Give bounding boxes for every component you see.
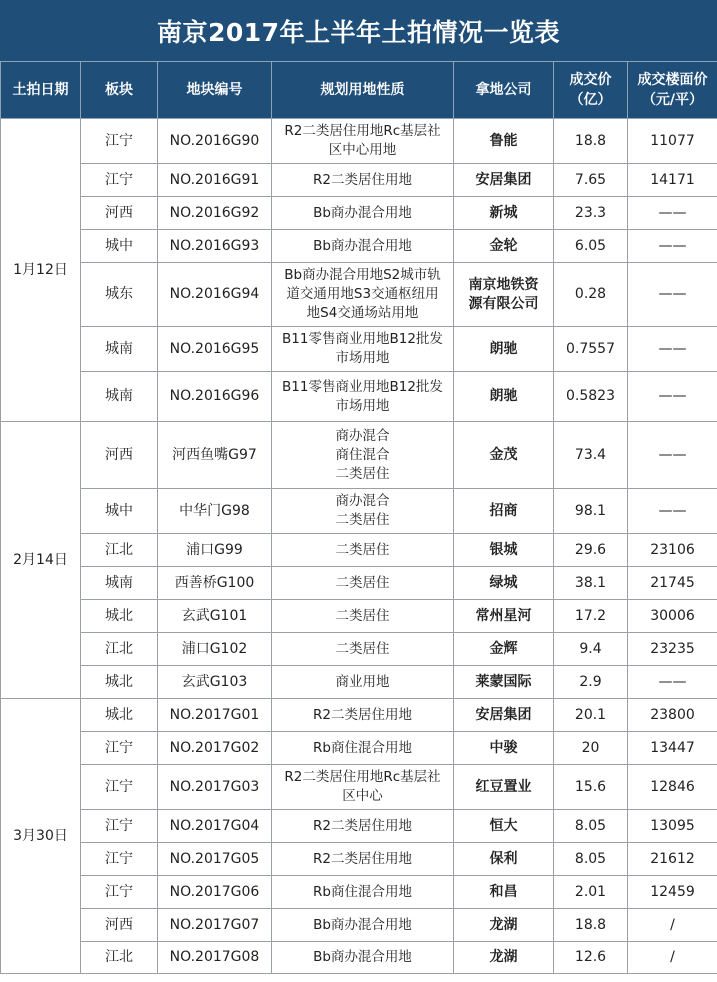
land-use-cell-line: 二类居住 bbox=[335, 607, 390, 624]
table-row bbox=[1, 489, 717, 534]
table-row bbox=[1, 119, 717, 164]
land-use-cell-line: 区中心 bbox=[342, 788, 383, 804]
buyer-cell-line: 新城 bbox=[489, 204, 518, 221]
floor-price-cell: / bbox=[628, 909, 717, 942]
floor-price-cell: —— bbox=[628, 230, 717, 263]
buyer-cell bbox=[454, 567, 554, 600]
floor-price-cell: 13447 bbox=[628, 732, 717, 765]
plot-number-cell: NO.2016G96 bbox=[158, 372, 272, 422]
land-use-cell bbox=[272, 119, 454, 164]
land-use-cell-line: 商办混合 bbox=[335, 493, 390, 509]
land-use-cell-line: 地S4交通场站用地 bbox=[306, 305, 419, 321]
table-row bbox=[1, 197, 717, 230]
land-use-cell-line: R2二类居住用地Rc基层社 bbox=[284, 123, 441, 139]
floor-price-cell: 14171 bbox=[628, 164, 717, 197]
land-use-cell-line: 商住混合 bbox=[335, 446, 390, 463]
buyer-cell bbox=[454, 534, 554, 567]
price-cell: 98.1 bbox=[554, 489, 628, 534]
table-row bbox=[1, 909, 717, 942]
district-cell: 江北 bbox=[81, 534, 158, 567]
district-cell: 城东 bbox=[81, 263, 158, 327]
price-cell: 2.01 bbox=[554, 876, 628, 909]
buyer-cell-line: 南京地铁资 bbox=[468, 276, 539, 293]
header-price bbox=[554, 62, 628, 119]
plot-number-cell: 河西鱼嘴G97 bbox=[158, 422, 272, 489]
land-use-cell bbox=[272, 876, 454, 909]
table-row bbox=[1, 732, 717, 765]
buyer-cell bbox=[454, 372, 554, 422]
buyer-cell-line: 朗驰 bbox=[489, 388, 518, 404]
header-floor-price bbox=[628, 62, 717, 119]
table-row bbox=[1, 263, 717, 327]
price-cell: 8.05 bbox=[554, 810, 628, 843]
district-cell: 河西 bbox=[81, 909, 158, 942]
floor-price-cell: —— bbox=[628, 666, 717, 699]
land-use-cell-line: 二类居住 bbox=[335, 512, 390, 528]
price-cell: 7.65 bbox=[554, 164, 628, 197]
land-use-cell-line: R2二类居住用地 bbox=[313, 817, 412, 834]
buyer-cell-line: 中骏 bbox=[489, 739, 518, 756]
land-use-cell-line: 道交通用地S3交通枢纽用 bbox=[286, 286, 439, 302]
land-use-cell-line: R2二类居住用地 bbox=[313, 850, 412, 867]
land-use-cell bbox=[272, 732, 454, 765]
price-cell: 20.1 bbox=[554, 699, 628, 732]
land-use-cell bbox=[272, 197, 454, 230]
land-use-cell-line: 区中心用地 bbox=[328, 142, 397, 158]
district-cell: 城南 bbox=[81, 372, 158, 422]
district-cell: 江宁 bbox=[81, 810, 158, 843]
buyer-cell-line: 保利 bbox=[489, 850, 518, 867]
plot-number-cell: 浦口G102 bbox=[158, 633, 272, 666]
district-cell: 江宁 bbox=[81, 876, 158, 909]
price-cell: 0.28 bbox=[554, 263, 628, 327]
buyer-cell bbox=[454, 699, 554, 732]
land-use-cell bbox=[272, 942, 454, 974]
land-use-cell-line: B11零售商业用地B12批发 bbox=[282, 331, 443, 347]
table-row bbox=[1, 422, 717, 489]
buyer-cell-line: 恒大 bbox=[489, 817, 518, 834]
buyer-cell bbox=[454, 942, 554, 974]
price-cell: 8.05 bbox=[554, 843, 628, 876]
land-use-cell-line: R2二类居住用地 bbox=[313, 171, 412, 188]
table-row bbox=[1, 633, 717, 666]
land-use-cell bbox=[272, 489, 454, 534]
buyer-cell bbox=[454, 876, 554, 909]
buyer-cell bbox=[454, 164, 554, 197]
auction-date-cell: 3月30日 bbox=[1, 699, 81, 974]
floor-price-cell: —— bbox=[628, 263, 717, 327]
land-use-cell bbox=[272, 666, 454, 699]
buyer-cell bbox=[454, 263, 554, 327]
price-cell: 23.3 bbox=[554, 197, 628, 230]
header-buyer: 拿地公司 bbox=[454, 62, 554, 119]
land-use-cell bbox=[272, 843, 454, 876]
buyer-cell-line: 鲁能 bbox=[489, 132, 518, 149]
land-use-cell bbox=[272, 327, 454, 372]
land-use-cell bbox=[272, 909, 454, 942]
buyer-cell-line: 常州星河 bbox=[475, 607, 532, 624]
floor-price-cell: 12846 bbox=[628, 765, 717, 810]
district-cell: 河西 bbox=[81, 422, 158, 489]
buyer-cell bbox=[454, 119, 554, 164]
price-cell: 38.1 bbox=[554, 567, 628, 600]
table-body bbox=[1, 119, 717, 974]
table-row bbox=[1, 230, 717, 263]
district-cell: 江宁 bbox=[81, 765, 158, 810]
land-use-cell-line: 二类居住 bbox=[335, 640, 390, 657]
price-cell: 6.05 bbox=[554, 230, 628, 263]
plot-number-cell: NO.2017G03 bbox=[158, 765, 272, 810]
plot-number-cell: NO.2016G95 bbox=[158, 327, 272, 372]
district-cell: 江宁 bbox=[81, 164, 158, 197]
price-cell: 29.6 bbox=[554, 534, 628, 567]
plot-number-cell: NO.2016G92 bbox=[158, 197, 272, 230]
table-row bbox=[1, 699, 717, 732]
buyer-cell bbox=[454, 843, 554, 876]
buyer-cell-line: 朗驰 bbox=[489, 340, 518, 357]
price-cell: 0.7557 bbox=[554, 327, 628, 372]
buyer-cell bbox=[454, 810, 554, 843]
header-price-line1: 成交价 bbox=[569, 72, 612, 88]
header-auction-date: 土拍日期 bbox=[1, 62, 81, 119]
district-cell: 江宁 bbox=[81, 119, 158, 164]
floor-price-cell: 30006 bbox=[628, 600, 717, 633]
plot-number-cell: NO.2017G01 bbox=[158, 699, 272, 732]
buyer-cell-line: 安居集团 bbox=[475, 171, 532, 188]
plot-number-cell: 浦口G99 bbox=[158, 534, 272, 567]
header-district: 板块 bbox=[81, 62, 158, 119]
land-use-cell-line: 商业用地 bbox=[335, 673, 390, 690]
header-price-line2: （亿） bbox=[569, 92, 612, 108]
floor-price-cell: —— bbox=[628, 327, 717, 372]
auction-date-cell: 1月12日 bbox=[1, 119, 81, 422]
price-cell: 20 bbox=[554, 732, 628, 765]
price-cell: 17.2 bbox=[554, 600, 628, 633]
district-cell: 城北 bbox=[81, 666, 158, 699]
buyer-cell bbox=[454, 765, 554, 810]
district-cell: 城中 bbox=[81, 230, 158, 263]
district-cell: 江宁 bbox=[81, 732, 158, 765]
plot-number-cell: NO.2016G93 bbox=[158, 230, 272, 263]
header-floor-price-line1: 成交楼面价 bbox=[637, 72, 708, 88]
price-cell: 9.4 bbox=[554, 633, 628, 666]
land-use-cell-line: 二类居住 bbox=[335, 541, 390, 558]
plot-number-cell: NO.2017G05 bbox=[158, 843, 272, 876]
land-use-cell-line: 市场用地 bbox=[335, 397, 390, 414]
header-row bbox=[1, 62, 717, 119]
table-row bbox=[1, 942, 717, 974]
table-row bbox=[1, 843, 717, 876]
buyer-cell-line: 龙湖 bbox=[489, 949, 518, 965]
land-auction-table bbox=[0, 61, 717, 974]
buyer-cell-line: 和昌 bbox=[489, 883, 518, 900]
buyer-cell-line: 金轮 bbox=[489, 237, 518, 254]
land-use-cell-line: 市场用地 bbox=[335, 350, 390, 366]
floor-price-cell: 23800 bbox=[628, 699, 717, 732]
land-use-cell-line: Bb商办混合用地 bbox=[313, 204, 412, 221]
buyer-cell-line: 绿城 bbox=[489, 574, 518, 591]
price-cell: 18.8 bbox=[554, 909, 628, 942]
land-use-cell bbox=[272, 810, 454, 843]
table-row bbox=[1, 567, 717, 600]
plot-number-cell: NO.2017G04 bbox=[158, 810, 272, 843]
land-use-cell-line: 商办混合 bbox=[335, 427, 390, 444]
price-cell: 2.9 bbox=[554, 666, 628, 699]
plot-number-cell: NO.2016G91 bbox=[158, 164, 272, 197]
district-cell: 江宁 bbox=[81, 843, 158, 876]
floor-price-cell: 13095 bbox=[628, 810, 717, 843]
buyer-cell bbox=[454, 422, 554, 489]
auction-date-cell: 2月14日 bbox=[1, 422, 81, 699]
district-cell: 城北 bbox=[81, 600, 158, 633]
land-use-cell-line: Bb商办混合用地 bbox=[313, 237, 412, 254]
floor-price-cell: 12459 bbox=[628, 876, 717, 909]
plot-number-cell: 玄武G101 bbox=[158, 600, 272, 633]
buyer-cell-line: 龙湖 bbox=[489, 916, 518, 933]
buyer-cell-line: 源有限公司 bbox=[468, 295, 539, 312]
table-row bbox=[1, 164, 717, 197]
land-use-cell-line: B11零售商业用地B12批发 bbox=[282, 378, 443, 395]
sheet-title: 南京2017年上半年土拍情况一览表 bbox=[0, 0, 717, 61]
buyer-cell bbox=[454, 732, 554, 765]
district-cell: 江北 bbox=[81, 942, 158, 974]
buyer-cell-line: 莱蒙国际 bbox=[475, 673, 532, 690]
price-cell: 12.6 bbox=[554, 942, 628, 974]
land-use-cell bbox=[272, 422, 454, 489]
land-use-cell bbox=[272, 567, 454, 600]
land-use-cell bbox=[272, 263, 454, 327]
plot-number-cell: NO.2016G94 bbox=[158, 263, 272, 327]
plot-number-cell: NO.2016G90 bbox=[158, 119, 272, 164]
buyer-cell bbox=[454, 633, 554, 666]
land-use-cell-line: 二类居住 bbox=[335, 465, 390, 482]
buyer-cell-line: 金茂 bbox=[489, 446, 518, 463]
floor-price-cell: —— bbox=[628, 422, 717, 489]
floor-price-cell: 21745 bbox=[628, 567, 717, 600]
land-use-cell bbox=[272, 372, 454, 422]
buyer-cell bbox=[454, 327, 554, 372]
buyer-cell-line: 银城 bbox=[489, 541, 518, 558]
floor-price-cell: 11077 bbox=[628, 119, 717, 164]
district-cell: 城中 bbox=[81, 489, 158, 534]
land-use-cell-line: R2二类居住用地Rc基层社 bbox=[284, 769, 441, 785]
floor-price-cell: —— bbox=[628, 197, 717, 230]
plot-number-cell: NO.2017G06 bbox=[158, 876, 272, 909]
plot-number-cell: 西善桥G100 bbox=[158, 567, 272, 600]
buyer-cell bbox=[454, 197, 554, 230]
land-use-cell bbox=[272, 164, 454, 197]
land-use-cell-line: R2二类居住用地 bbox=[313, 706, 412, 723]
floor-price-cell: —— bbox=[628, 489, 717, 534]
table-row bbox=[1, 534, 717, 567]
header-land-use: 规划用地性质 bbox=[272, 62, 454, 119]
floor-price-cell: 23106 bbox=[628, 534, 717, 567]
district-cell: 河西 bbox=[81, 197, 158, 230]
land-use-cell bbox=[272, 600, 454, 633]
buyer-cell bbox=[454, 600, 554, 633]
buyer-cell-line: 红豆置业 bbox=[475, 778, 532, 795]
land-use-cell-line: Rb商住混合用地 bbox=[313, 883, 412, 900]
floor-price-cell: —— bbox=[628, 372, 717, 422]
plot-number-cell: 中华门G98 bbox=[158, 489, 272, 534]
table-row bbox=[1, 600, 717, 633]
land-use-cell bbox=[272, 633, 454, 666]
land-use-cell bbox=[272, 765, 454, 810]
table-row bbox=[1, 372, 717, 422]
land-use-cell-line: 二类居住 bbox=[335, 574, 390, 591]
table-row bbox=[1, 327, 717, 372]
buyer-cell-line: 安居集团 bbox=[475, 706, 532, 723]
price-cell: 0.5823 bbox=[554, 372, 628, 422]
plot-number-cell: NO.2017G07 bbox=[158, 909, 272, 942]
price-cell: 18.8 bbox=[554, 119, 628, 164]
buyer-cell bbox=[454, 230, 554, 263]
land-use-cell bbox=[272, 230, 454, 263]
table-row bbox=[1, 810, 717, 843]
floor-price-cell: / bbox=[628, 942, 717, 974]
header-floor-price-line2: （元/平） bbox=[641, 92, 704, 108]
land-use-cell-line: Bb商办混合用地S2城市轨 bbox=[284, 267, 441, 283]
district-cell: 江北 bbox=[81, 633, 158, 666]
price-cell: 73.4 bbox=[554, 422, 628, 489]
floor-price-cell: 23235 bbox=[628, 633, 717, 666]
land-use-cell-line: Bb商办混合用地 bbox=[313, 916, 412, 933]
district-cell: 城南 bbox=[81, 567, 158, 600]
price-cell: 15.6 bbox=[554, 765, 628, 810]
table-row bbox=[1, 666, 717, 699]
district-cell: 城北 bbox=[81, 699, 158, 732]
buyer-cell-line: 金辉 bbox=[489, 640, 518, 657]
table-row bbox=[1, 765, 717, 810]
buyer-cell-line: 招商 bbox=[489, 502, 518, 519]
plot-number-cell: NO.2017G02 bbox=[158, 732, 272, 765]
plot-number-cell: NO.2017G08 bbox=[158, 942, 272, 974]
plot-number-cell: 玄武G103 bbox=[158, 666, 272, 699]
land-use-cell bbox=[272, 534, 454, 567]
floor-price-cell: 21612 bbox=[628, 843, 717, 876]
land-use-cell bbox=[272, 699, 454, 732]
buyer-cell bbox=[454, 909, 554, 942]
district-cell: 城南 bbox=[81, 327, 158, 372]
land-use-cell-line: Rb商住混合用地 bbox=[313, 739, 412, 756]
header-plot-number: 地块编号 bbox=[158, 62, 272, 119]
table-row bbox=[1, 876, 717, 909]
buyer-cell bbox=[454, 489, 554, 534]
buyer-cell bbox=[454, 666, 554, 699]
land-use-cell-line: Bb商办混合用地 bbox=[313, 949, 412, 965]
